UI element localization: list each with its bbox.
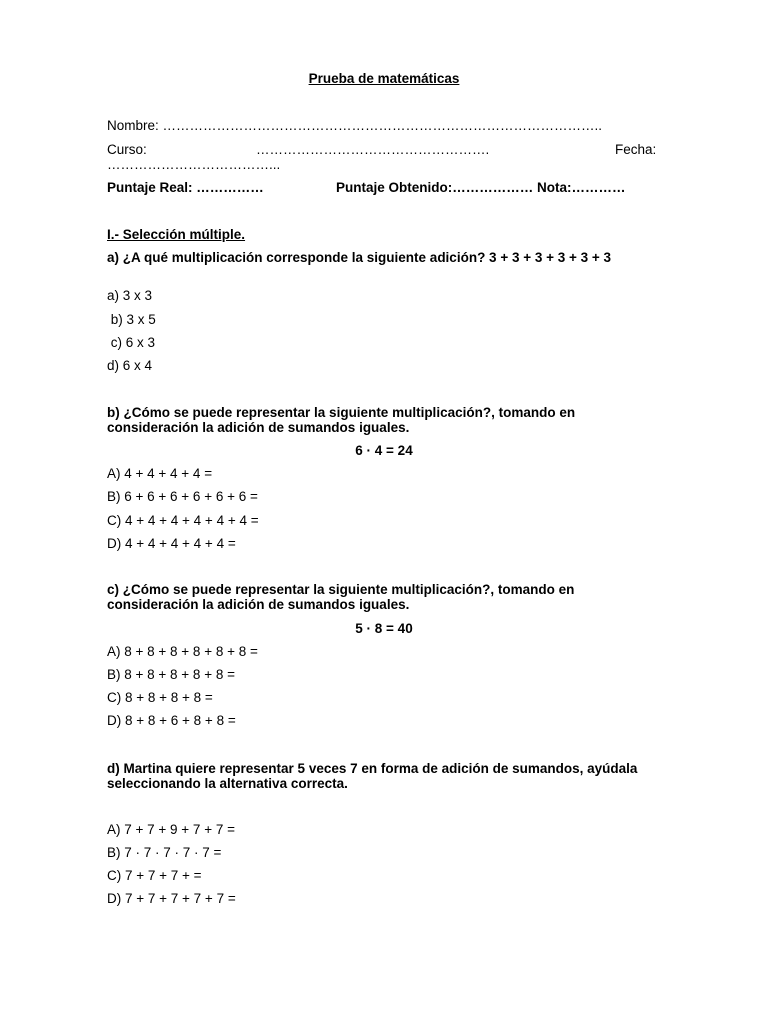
question-a-option: c) 6 x 3 xyxy=(107,335,156,350)
question-d-option: B) 7 · 7 · 7 · 7 · 7 = xyxy=(107,845,222,860)
question-d-option: A) 7 + 7 + 9 + 7 + 7 = xyxy=(107,822,235,837)
question-a-option: a) 3 x 3 xyxy=(107,288,153,303)
question-c-prompt: c) ¿Cómo se puede representar la siguiente multiplicación?, tomando en consideración la adición de sumandos iguales. xyxy=(107,582,575,612)
fecha-dots: ………………………………... xyxy=(107,157,281,172)
question-c-equation: 5 · 8 = 40 xyxy=(355,621,413,636)
question-d-option: D) 7 + 7 + 7 + 7 + 7 = xyxy=(107,891,236,906)
fecha-label: Fecha: xyxy=(615,142,657,157)
question-a-option: b) 3 x 5 xyxy=(107,312,156,327)
question-d-prompt: d) Martina quiere representar 5 veces 7 en forma de adición de sumandos, ayúdala seleccionando la alternativa correcta. xyxy=(107,761,638,791)
nombre-field: Nombre: …………………………………………………………………………………….. xyxy=(107,118,603,133)
question-c-option: C) 8 + 8 + 8 + 8 = xyxy=(107,690,213,705)
document-title: Prueba de matemáticas xyxy=(308,71,460,86)
question-c-option: B) 8 + 8 + 8 + 8 + 8 = xyxy=(107,667,235,682)
question-a-option: d) 6 x 4 xyxy=(107,358,153,373)
question-d-option: C) 7 + 7 + 7 + = xyxy=(107,868,202,883)
question-b-option: C) 4 + 4 + 4 + 4 + 4 + 4 = xyxy=(107,513,259,528)
question-c-option: A) 8 + 8 + 8 + 8 + 8 + 8 = xyxy=(107,644,258,659)
question-b-prompt: b) ¿Cómo se puede representar la siguiente multiplicación?, tomando en consideración la adición de sumandos iguales. xyxy=(107,405,576,435)
puntaje-real: Puntaje Real: …………… xyxy=(107,180,264,195)
question-b-equation: 6 · 4 = 24 xyxy=(355,443,413,458)
curso-label: Curso: xyxy=(107,142,147,157)
question-b-option: D) 4 + 4 + 4 + 4 + 4 = xyxy=(107,536,236,551)
section-heading: I.- Selección múltiple. xyxy=(107,227,246,242)
puntaje-obtenido-nota: Puntaje Obtenido:……………… Nota:………… xyxy=(336,180,626,195)
question-b-option: A) 4 + 4 + 4 + 4 = xyxy=(107,466,213,481)
question-c-option: D) 8 + 8 + 6 + 8 + 8 = xyxy=(107,713,236,728)
question-a-prompt: a) ¿A qué multiplicación corresponde la siguiente adición? 3 + 3 + 3 + 3 + 3 + 3 xyxy=(107,250,612,265)
question-b-option: B) 6 + 6 + 6 + 6 + 6 + 6 = xyxy=(107,489,258,504)
curso-dots: ……………………………………………. xyxy=(256,142,490,157)
